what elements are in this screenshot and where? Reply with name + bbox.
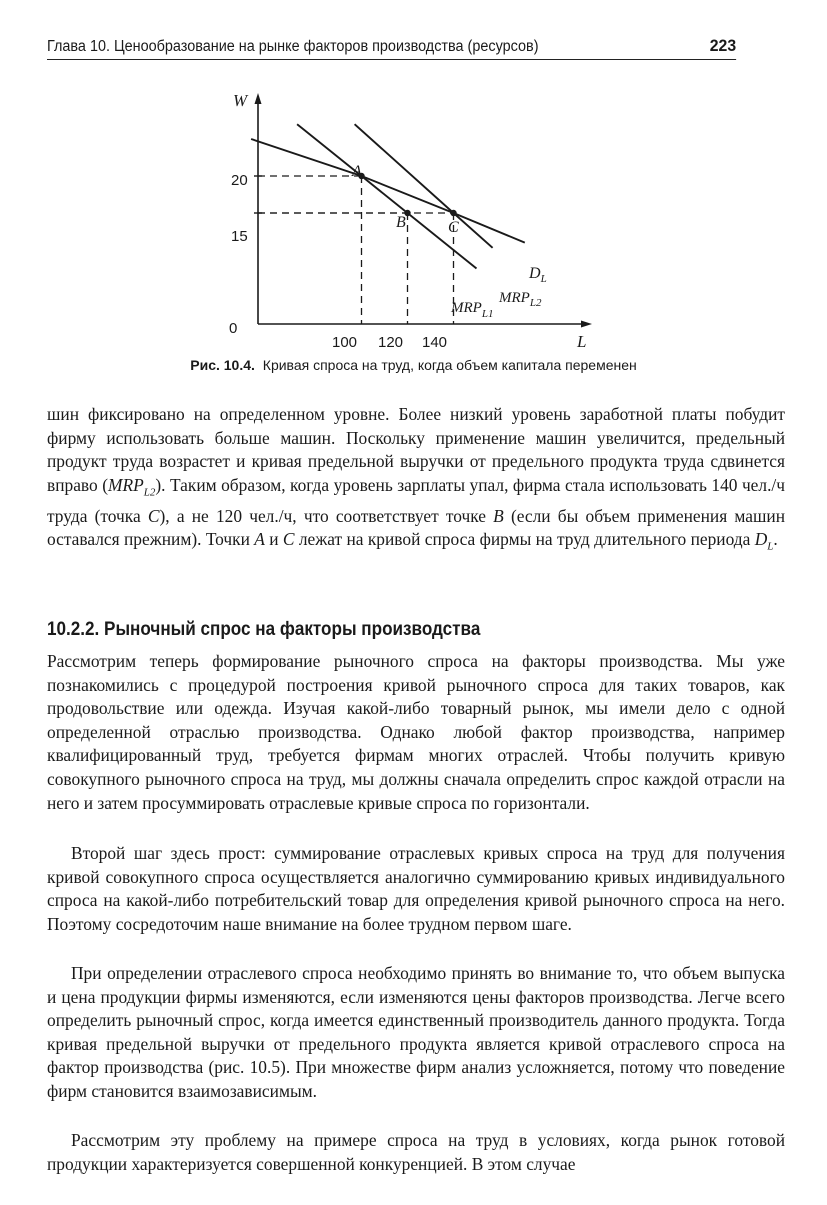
paragraph-3: Второй шаг здесь прост: суммирование отраслевых кривых спроса на труд для получения кривой совокупного спроса осуществляется аналогично суммированию кривых индивидуального спроса на какой-либо потребительский товар для определения кривой рыночного спроса на него. Поэтому сосредоточим наше внимание на более трудном первом шаге. (47, 843, 785, 934)
paragraph-5: Рассмотрим эту проблему на примере спроса на труд в условиях, когда рынок готовой продукции характеризуется совершенной конкуренцией. В этом случае (47, 1130, 785, 1174)
point-c (450, 210, 456, 216)
x-tick-100: 100 (332, 334, 358, 350)
curve-label-dl: $D_L$ (529, 265, 547, 285)
chart-guide-lines (258, 176, 454, 324)
origin-label: 0 (229, 320, 238, 337)
x-axis-arrow (581, 321, 592, 328)
y-axis-arrow (255, 93, 262, 104)
y-axis-label: W (233, 91, 248, 110)
chart-axes (254, 93, 592, 328)
chart-curves (251, 124, 525, 268)
x-tick-140: 140 (422, 334, 448, 350)
section-heading: 10.2.2. Рыночный спрос на факторы производства (47, 619, 481, 640)
point-label-a: A (352, 163, 362, 180)
figure-caption-text: Кривая спроса на труд, когда объем капитала переменен (262, 357, 637, 373)
running-head (47, 36, 736, 60)
figure-caption (0, 357, 827, 373)
point-label-c: C (448, 219, 459, 236)
paragraph-2: Рассмотрим теперь формирование рыночного спроса на факторы производства. Мы уже познакомились с процедурой построения кривой рыночного спроса для таких товаров, как продовольствие или одежда. Изучая какой-либо товарный рынок, мы имели дело с одной определенной отраслью производства. Однако любой фактор производства, например квалифицированный труд, требуется фирмам многих отраслей. Чтобы получить кривую совокупного рыночного спроса на труд, мы должны сначала определить спрос каждой отрасли на него и затем просуммировать отраслевые кривые спроса по горизонтали. (47, 651, 785, 813)
paragraph-1: шин фиксировано на определенном уровне. Более низкий уровень заработной платы побудит фирму использовать больше машин. Поскольку применение машин увеличится, предельный продукт труда возрастет и кривая предельной выручки от предельного продукта труда сдвинется вправо $(MRP_{L2})$. Таким образом, когда уровень зарплаты упал, фирма стала использовать 140 чел./ч труда (точка C), а не 120 чел./ч, что соответствует точке B (если бы объем применения машин оставался прежним). Точки A и C лежат на кривой спроса фирмы на труд длительного периода $D_L$. (47, 404, 786, 553)
y-tick-20: 20 (231, 172, 248, 189)
figure-number: Рис. 10.4. (190, 357, 255, 373)
curve-label-mrp-l1: $MRP_{L1}$ (451, 300, 494, 320)
x-axis-label: L (577, 332, 587, 350)
paragraph-4: При определении отраслевого спроса необходимо принять во внимание то, что объем выпуска и цена продукции фирмы изменяются, если изменяются цены факторов производства. Легче всего определить рыночный спрос, когда имеется единственный производитель данного продукта. Тогда кривая предельной выручки от предельного продукта является кривой отраслевого спроса на фактор производства (рис. 10.5). При множестве фирм анализ усложняется, потому что поведение фирм становится взаимозависимым. (47, 963, 785, 1101)
mrp-l1-curve (297, 124, 476, 268)
figure-labor-demand (225, 88, 605, 350)
chapter-title: Глава 10. Ценообразование на рынке факторов производства (ресурсов) (47, 38, 539, 55)
curve-label-mrp-l2: $MRP_{L2}$ (499, 290, 542, 309)
x-tick-120: 120 (378, 334, 404, 350)
point-label-b: B (396, 214, 406, 231)
y-tick-15: 15 (231, 228, 248, 245)
page-number: 223 (709, 36, 737, 55)
labor-demand-chart (225, 88, 605, 350)
